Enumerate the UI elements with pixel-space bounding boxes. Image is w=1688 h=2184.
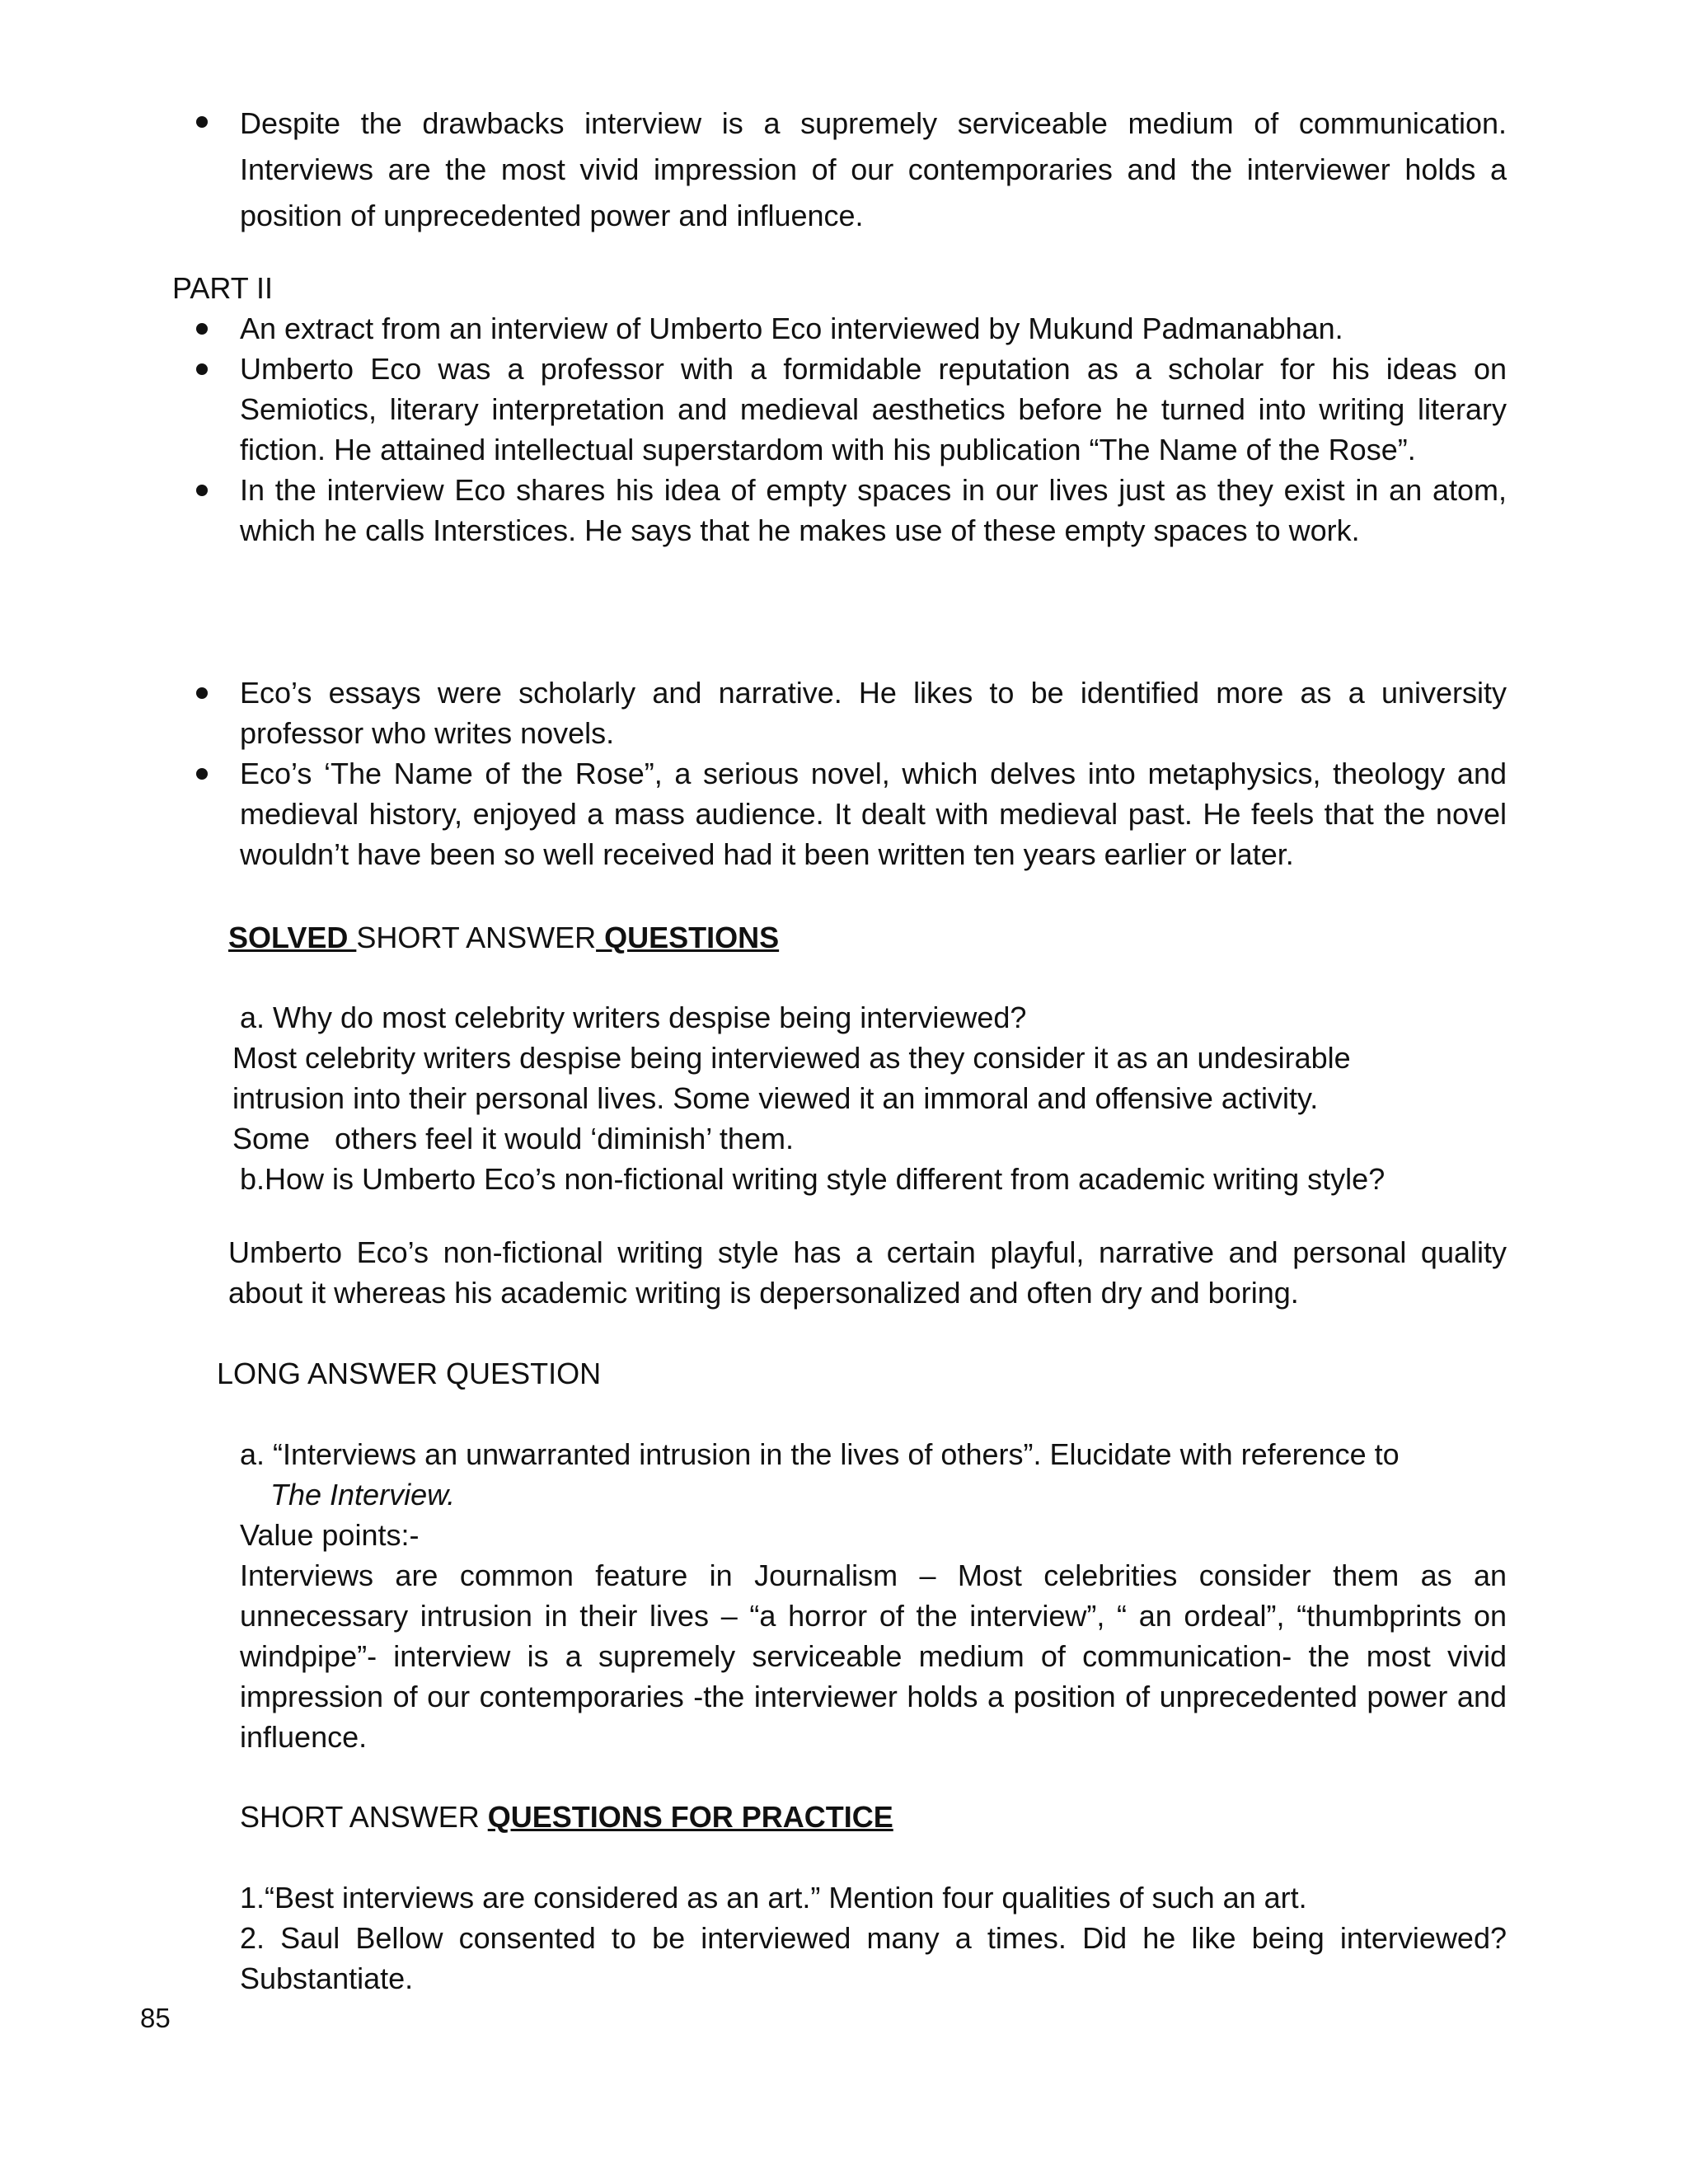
short-answer-label: SHORT ANSWER [356,921,597,954]
solved-question-b: b.How is Umberto Eco’s non-fictional writing style different from academic writing style? [240,1162,1386,1196]
long-answer-heading: LONG ANSWER QUESTION [217,1357,602,1390]
page-number: 85 [140,2003,171,2033]
practice-question-1: 1.“Best interviews are considered as an art.” Mention four qualities of such an art. [240,1881,1307,1915]
part2-bullet-4: Eco’s essays were scholarly and narrative. He likes to be identified more as a university professor who writes novels. [240,676,1507,750]
bullet-icon [196,363,208,375]
part2-bullet-1: An extract from an interview of Umberto Eco interviewed by Mukund Padmanabhan. [240,312,1343,345]
solved-answer-a-line-2: intrusion into their personal lives. Some viewed it an immoral and offensive activity. [232,1081,1319,1115]
solved-short-answer-heading [228,917,779,958]
intro-bullet-text: Despite the drawbacks interview is a supremely serviceable medium of communication. Interviews are the most vivid impression of our contemporaries and the interviewer holds a position of unprecedented power and influence. [240,106,1507,232]
bullet-icon [196,687,208,699]
value-points-text: Interviews are common feature in Journalism – Most celebrities consider them as an unnecessary intrusion in their lives – “a horror of the interview”, “ an ordeal”, “thumbprints on windpipe”- interview is a supremely serviceable medium of communication- the most vivid impression of our contemporaries -the interviewer holds a position of unprecedented power and influence. [240,1558,1507,1754]
questions-label: QUESTIONS [596,921,780,954]
solved-question-a: a. Why do most celebrity writers despise being interviewed? [240,1001,1027,1034]
solved-answer-a-line-3: Some others feel it would ‘diminish’ them. [232,1122,794,1155]
value-points-label: Value points:- [240,1518,420,1552]
bullet-icon [196,485,208,496]
practice-heading-underlined: QUESTIONS FOR PRACTICE [487,1800,893,1834]
part2-bullet-5: Eco’s ‘The Name of the Rose”, a serious novel, which delves into metaphysics, theology and medieval history, enjoyed a mass audience. It dealt with medieval past. He feels that the novel wouldn’t have been so well received had it been written ten years earlier or later. [240,757,1507,871]
solved-answer-b: Umberto Eco’s non-fictional writing style has a certain playful, narrative and personal quality about it whereas his academic writing is depersonalized and often dry and boring. [228,1235,1507,1310]
bullet-icon [196,768,208,780]
bullet-icon [196,323,208,335]
part-heading: PART II [172,271,274,305]
practice-heading-plain: SHORT ANSWER [240,1800,488,1834]
book-title: The Interview. [270,1478,456,1511]
practice-heading [240,1797,893,1837]
solved-answer-a-line-1: Most celebrity writers despise being interviewed as they consider it as an undesirable [232,1041,1351,1075]
part2-bullet-3: In the interview Eco shares his idea of empty spaces in our lives just as they exist in an atom, which he calls Interstices. He says that he makes use of these empty spaces to work. [240,473,1507,547]
long-answer-question-line-1: a. “Interviews an unwarranted intrusion in the lives of others”. Elucidate with reference to [240,1437,1400,1471]
part2-bullet-2: Umberto Eco was a professor with a formidable reputation as a scholar for his ideas on Semiotics, literary interpretation and medieval aesthetics before he turned into writing literary fiction. He attained intellectual superstardom with his publication “The Name of the Rose”. [240,352,1507,466]
long-answer-question-line-2 [270,1474,455,1515]
practice-question-2: 2. Saul Bellow consented to be interviewed many a times. Did he like being interviewed? Substantiate. [240,1921,1507,1995]
solved-label: SOLVED [228,921,357,954]
bullet-icon [196,116,208,128]
